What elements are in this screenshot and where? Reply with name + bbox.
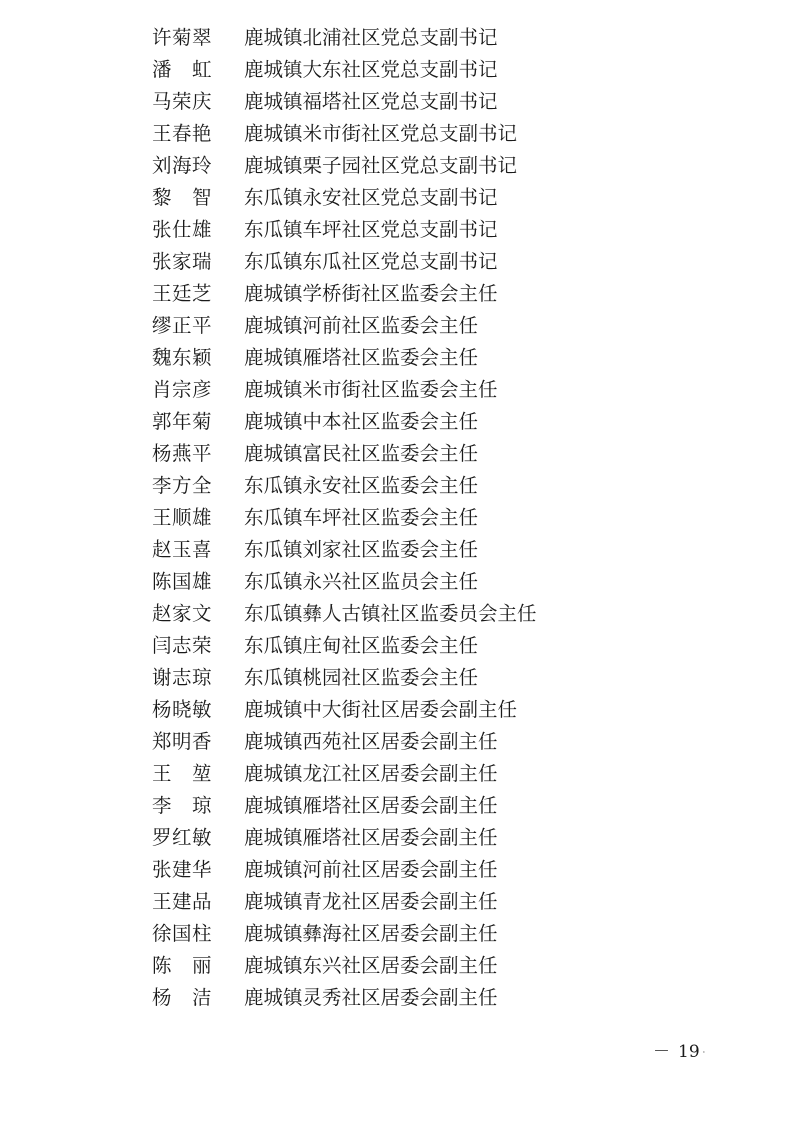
position-title: 鹿城镇大东社区党总支副书记: [244, 58, 498, 81]
list-item: [152, 790, 712, 822]
list-item: [152, 342, 712, 374]
person-name: 王春艳: [152, 122, 213, 145]
position-title: 鹿城镇米市街社区党总支副书记: [244, 122, 518, 145]
position-title: 鹿城镇中大街社区居委会副主任: [244, 698, 518, 721]
position-title: 东瓜镇东瓜社区党总支副书记: [244, 250, 498, 273]
position-title: 鹿城镇雁塔社区居委会副主任: [244, 794, 498, 817]
page-number-value: 19: [678, 1042, 700, 1062]
position-title: 东瓜镇刘家社区监委会主任: [244, 538, 479, 561]
position-title: 鹿城镇灵秀社区居委会副主任: [244, 986, 498, 1009]
position-title: 东瓜镇永兴社区监员会主任: [244, 570, 479, 593]
position-title: 鹿城镇米市街社区监委会主任: [244, 378, 498, 401]
list-item: [152, 182, 712, 214]
person-name: 黎 智: [152, 186, 213, 209]
position-title: 鹿城镇富民社区监委会主任: [244, 442, 479, 465]
person-name: 张家瑞: [152, 250, 213, 273]
position-title: 鹿城镇东兴社区居委会副主任: [244, 954, 498, 977]
person-name: 张仕雄: [152, 218, 213, 241]
page-number: [653, 1040, 705, 1065]
position-title: 鹿城镇学桥街社区监委会主任: [244, 282, 498, 305]
position-title: 鹿城镇雁塔社区居委会副主任: [244, 826, 498, 849]
person-name: 许菊翠: [152, 26, 213, 49]
list-item: [152, 534, 712, 566]
person-name: 陈国雄: [152, 570, 213, 593]
list-item: [152, 758, 712, 790]
list-item: [152, 214, 712, 246]
person-name: 赵玉喜: [152, 538, 213, 561]
list-item: [152, 566, 712, 598]
list-item: [152, 662, 712, 694]
list-item: [152, 854, 712, 886]
position-title: 东瓜镇永安社区监委会主任: [244, 474, 479, 497]
person-name: 杨 洁: [152, 986, 213, 1009]
person-name: 赵家文: [152, 602, 213, 625]
person-name: 王 堃: [152, 762, 213, 785]
person-name: 刘海玲: [152, 154, 213, 177]
list-item: [152, 118, 712, 150]
position-title: 鹿城镇青龙社区居委会副主任: [244, 890, 498, 913]
person-name: 马荣庆: [152, 90, 213, 113]
position-title: 东瓜镇桃园社区监委会主任: [244, 666, 479, 689]
list-item: [152, 886, 712, 918]
position-title: 东瓜镇庄甸社区监委会主任: [244, 634, 479, 657]
position-title: 鹿城镇栗子园社区党总支副书记: [244, 154, 518, 177]
position-title: 鹿城镇中本社区监委会主任: [244, 410, 479, 433]
person-name: 郭年菊: [152, 410, 213, 433]
list-item: [152, 726, 712, 758]
position-title: 鹿城镇北浦社区党总支副书记: [244, 26, 498, 49]
list-item: [152, 278, 712, 310]
list-item: [152, 502, 712, 534]
list-item: [152, 982, 712, 1014]
list-item: [152, 22, 712, 54]
person-name: 李 琼: [152, 794, 213, 817]
person-name: 魏东颖: [152, 346, 213, 369]
list-item: [152, 918, 712, 950]
position-title: 鹿城镇龙江社区居委会副主任: [244, 762, 498, 785]
position-title: 东瓜镇车坪社区党总支副书记: [244, 218, 498, 241]
position-title: 鹿城镇西苑社区居委会副主任: [244, 730, 498, 753]
position-title: 鹿城镇彝海社区居委会副主任: [244, 922, 498, 945]
personnel-list: [152, 22, 712, 1014]
page-number-tail: ·: [702, 1047, 706, 1057]
person-name: 王建品: [152, 890, 213, 913]
list-item: [152, 406, 712, 438]
list-item: [152, 630, 712, 662]
person-name: 张建华: [152, 858, 213, 881]
person-name: 罗红敏: [152, 826, 213, 849]
page-number-dash: －: [653, 1042, 670, 1062]
person-name: 潘 虹: [152, 58, 213, 81]
position-title: 鹿城镇雁塔社区监委会主任: [244, 346, 479, 369]
list-item: [152, 950, 712, 982]
list-item: [152, 438, 712, 470]
person-name: 李方全: [152, 474, 213, 497]
list-item: [152, 310, 712, 342]
person-name: 闫志荣: [152, 634, 213, 657]
person-name: 王廷芝: [152, 282, 213, 305]
person-name: 谢志琼: [152, 666, 213, 689]
person-name: 陈 丽: [152, 954, 213, 977]
position-title: 东瓜镇永安社区党总支副书记: [244, 186, 498, 209]
person-name: 杨燕平: [152, 442, 213, 465]
position-title: 鹿城镇河前社区监委会主任: [244, 314, 479, 337]
person-name: 王顺雄: [152, 506, 213, 529]
person-name: 肖宗彦: [152, 378, 213, 401]
list-item: [152, 86, 712, 118]
list-item: [152, 374, 712, 406]
position-title: 鹿城镇河前社区居委会副主任: [244, 858, 498, 881]
position-title: 鹿城镇福塔社区党总支副书记: [244, 90, 498, 113]
list-item: [152, 470, 712, 502]
person-name: 缪正平: [152, 314, 213, 337]
list-item: [152, 54, 712, 86]
position-title: 东瓜镇车坪社区监委会主任: [244, 506, 479, 529]
list-item: [152, 150, 712, 182]
list-item: [152, 246, 712, 278]
position-title: 东瓜镇彝人古镇社区监委员会主任: [244, 602, 537, 625]
person-name: 郑明香: [152, 730, 213, 753]
list-item: [152, 598, 712, 630]
list-item: [152, 822, 712, 854]
person-name: 徐国柱: [152, 922, 213, 945]
list-item: [152, 694, 712, 726]
person-name: 杨晓敏: [152, 698, 213, 721]
